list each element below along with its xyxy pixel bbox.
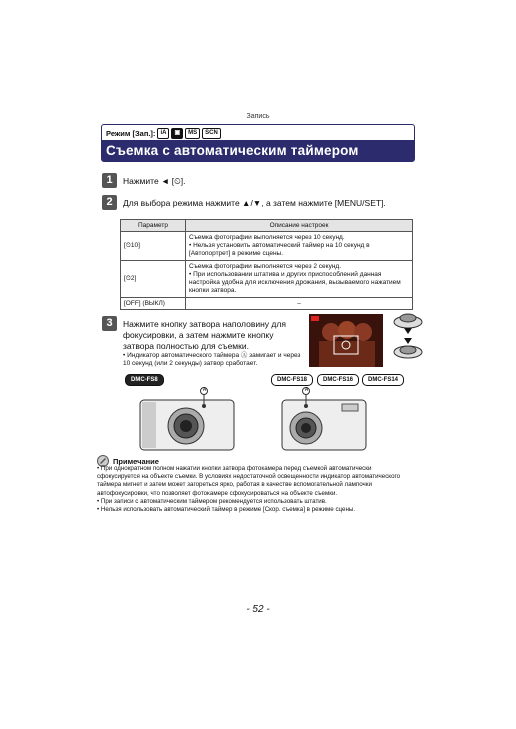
note-list bbox=[97, 465, 415, 514]
table-bullet: • Нельзя установить автоматический таймер на 10 секунд в [Автопортрет] в режиме сцены. bbox=[189, 242, 370, 257]
step-3-bullet: • Индикатор автоматического таймера Ⓐ замигает и через 10 секунд (или 2 секунды) затвор сработает. bbox=[123, 352, 301, 367]
table-row bbox=[121, 261, 413, 298]
table-line: Съемка фотографии выполняется через 10 секунд. bbox=[189, 234, 345, 241]
table-bullet-text: При использовании штатива и других приспособлений данная настройка удобна для исключения дрожания, вызываемого нажатием кнопки затвора. bbox=[189, 271, 401, 294]
step-2-number: 2 bbox=[102, 195, 117, 210]
camera-screen-graphic bbox=[309, 314, 383, 367]
table-cell-description bbox=[186, 232, 413, 261]
step-1-text: Нажмите ◄ [⏲]. bbox=[123, 176, 186, 186]
page-number: - 52 - bbox=[246, 604, 270, 615]
intelligent-auto-mode-icon: iA bbox=[157, 128, 169, 139]
note-item: • При однократном полном нажатии кнопки затвора фотокамера перед съемкой автоматически сфокусируется на объекте съемки. В условиях недостаточной освещенности индикатор автоматического таймера мигнет и затем может загореться ярко, работая в качестве вспомогательной лампочки автофокусировки, что позволяет фотокамере сфокусироваться на объекте съемки. bbox=[97, 465, 401, 497]
note-item-text: При однократном полном нажатии кнопки затвора фотокамера перед съемкой автоматически сфокусируется на объекте съемки. В условиях недостаточной освещенности индикатор автоматического таймера мигнет и затем может загореться ярко, работая в качестве вспомогательной лампочки автофокусировки, что позволяет фотокамере сфокусироваться на объекте съемки. bbox=[97, 465, 401, 497]
note-item-text: Нельзя использовать автоматический таймер в режиме [Скор. съемка] в режиме сцены. bbox=[100, 506, 356, 514]
camera-mode-icon: ▣ bbox=[171, 128, 183, 139]
model-badge-fs14: DMC-FS14 bbox=[362, 374, 404, 386]
step-2-text: Для выбора режима нажмите ▲/▼, а затем нажмите [MENU/SET]. bbox=[123, 198, 386, 208]
note-heading-text: Примечание bbox=[113, 456, 159, 466]
table-row bbox=[121, 298, 413, 310]
table-cell-description bbox=[186, 261, 413, 298]
step-3-bullet-text: Индикатор автоматического таймера Ⓐ замигает и через 10 секунд (или 2 секунды) затвор сработает. bbox=[123, 352, 301, 367]
table-bullet: • При использовании штатива и других приспособлений данная настройка удобна для исключения дрожания, вызываемого нажатием кнопки затвора. bbox=[189, 271, 401, 294]
model-badge-fs8: DMC-FS8 bbox=[125, 374, 164, 386]
callout-a-left: A bbox=[202, 387, 207, 393]
note-item-text: При записи с автоматическим таймером рекомендуется использовать штатив. bbox=[100, 497, 327, 505]
table-cell-param: [⏲2] bbox=[121, 261, 186, 298]
table-row bbox=[121, 232, 413, 261]
model-badge-fs18: DMC-FS18 bbox=[271, 374, 313, 386]
table-header-param: Параметр bbox=[121, 220, 186, 232]
mode-line bbox=[106, 128, 221, 139]
table-cell-description: – bbox=[186, 298, 413, 310]
table-line: Съемка фотографии выполняется через 2 секунд. bbox=[189, 263, 342, 270]
page-title: Съемка с автоматическим таймером bbox=[102, 140, 414, 161]
settings-table bbox=[120, 219, 413, 310]
table-cell-param: [OFF] (ВЫКЛ) bbox=[121, 298, 186, 310]
step-3-number: 3 bbox=[102, 316, 117, 331]
shutter-button-icon bbox=[388, 308, 428, 368]
scene-mode-icon: SCN bbox=[202, 128, 221, 139]
callout-a-right: A bbox=[304, 387, 309, 393]
mode-label: Режим [Зап.]: bbox=[106, 129, 156, 138]
step-1-number: 1 bbox=[102, 173, 117, 188]
table-header-description: Описание настроек bbox=[186, 220, 413, 232]
note-item: • Нельзя использовать автоматический таймер в режиме [Скор. съемка] в режиме сцены. bbox=[97, 506, 356, 514]
table-header-row bbox=[121, 220, 413, 232]
step-3-text: Нажмите кнопку затвора наполовину для фокусировки, а затем нажмите кнопку затвора полностью для съемки. bbox=[123, 319, 286, 351]
model-badge-fs16: DMC-FS16 bbox=[317, 374, 359, 386]
note-item: • При записи с автоматическим таймером рекомендуется использовать штатив. bbox=[97, 497, 327, 505]
running-header: Запись bbox=[246, 113, 270, 120]
table-bullet-text: Нельзя установить автоматический таймер на 10 секунд в [Автопортрет] в режиме сцены. bbox=[189, 242, 370, 257]
camera-screen-image bbox=[309, 314, 383, 367]
camera-fs18-illustration bbox=[280, 386, 370, 454]
camera-fs8-illustration bbox=[138, 386, 238, 454]
my-scene-mode-icon: MS bbox=[185, 128, 200, 139]
table-cell-param: [⏲10] bbox=[121, 232, 186, 261]
